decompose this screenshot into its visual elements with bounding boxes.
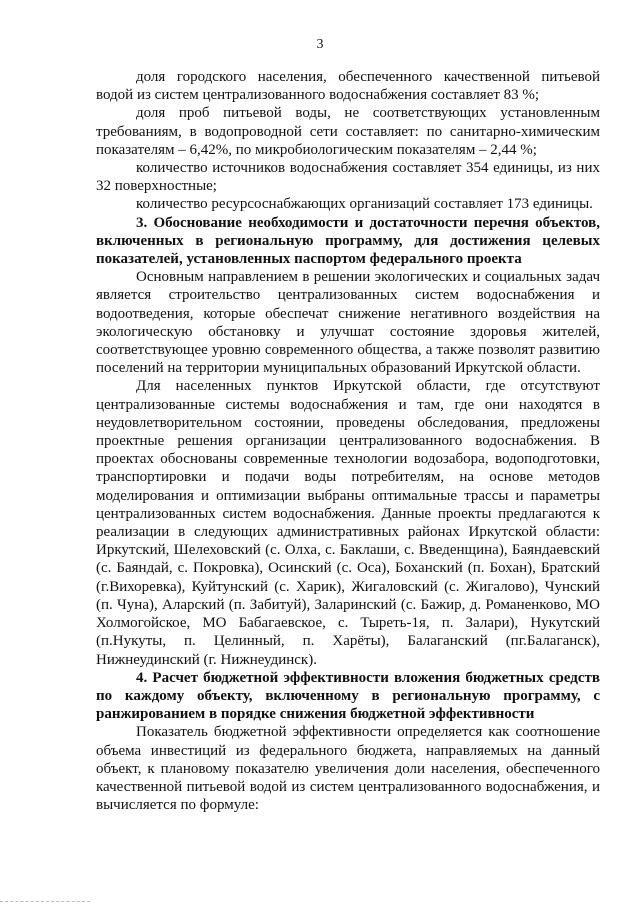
paragraph-main-direction: Основным направлением в решении экологических и социальных задач является строительство централизованных систем водоснабжения и водоотведения, которые обеспечат снижение негативного воздействия на экологическую обстановку и улучшат состояние здоровья жителей, соответствующее уровню современного общества, а также позволят развитию поселений на территории муниципальных образований Иркутской области. [96, 269, 600, 377]
paragraph-efficiency-indicator: Показатель бюджетной эффективности определяется как соотношение объема инвестиций из федерального бюджета, направляемых на данный объект, к плановому показателю увеличения доли населения, обеспеченного качественной питьевой водой из систем централизованного водоснабжения, и вычисляется по формуле: [96, 724, 600, 814]
section-heading-4: 4. Расчет бюджетной эффективности вложения бюджетных средств по каждому объекту, включенному в региональную программу, с ранжированием в порядке снижения бюджетной эффективности [96, 669, 600, 723]
paragraph-settlements-projects: Для населенных пунктов Иркутской области, где отсутствуют централизованные системы водоснабжения и там, где они находятся в неудовлетворительном состоянии, проведены обследования, предложены проектные решения организации централизованного водоснабжения. В проектах обоснованы современные технологии водозабора, водоподготовки, транспортировки и подачи воды потребителям, на основе методов моделирования и оптимизации выбраны оптимальные трассы и параметры централизованных систем водоснабжения. Данные проекты предлагаются к реализации в следующих административных районах Иркутской области: Иркутский, Шелеховский (с. Олха, с. Баклаши, с. Введенщина), Баяндаевский (с. Баяндай, с. Покровка), Осинский (с. Оса), Боханский (п. Бохан), Братский (г.Вихоревка), Куйтунский (с. Харик), Жигаловский (с. Жигалово), Чунский (п. Чуна), Аларский (п. Забитуй), Заларинский (с. Бажир, д. Романенково, МО Холмогойское, МО Бабагаевское, с. Тыреть-1я, п. Залари), Нукутский (п.Нукуты, п. Целинный, п. Харёты), Балаганский (пг.Балаганск), Нижнеудинский (г. Нижнеудинск). [96, 378, 600, 668]
document-body [96, 68, 600, 814]
section-heading-3: 3. Обоснование необходимости и достаточности перечня объектов, включенных в региональную программу, для достижения целевых показателей, установленных паспортом федерального проекта [96, 214, 600, 268]
paragraph-urban-water-share: доля городского населения, обеспеченного качественной питьевой водой из систем централизованного водоснабжения составляет 83 %; [96, 69, 600, 104]
scan-edge-mark [0, 901, 90, 903]
page-number: 3 [316, 37, 324, 52]
paragraph-water-sources: количество источников водоснабжения составляет 354 единицы, из них 32 поверхностные; [96, 160, 600, 195]
paragraph-supply-organizations: количество ресурсоснабжающих организаций составляет 173 единицы. [136, 196, 593, 213]
paragraph-sample-quality: доля проб питьевой воды, не соответствующих установленным требованиям, в водопроводной сети составляет: по санитарно-химическим показателям – 6,42%, по микробиологическим показателям – 2,44 %; [96, 105, 600, 158]
